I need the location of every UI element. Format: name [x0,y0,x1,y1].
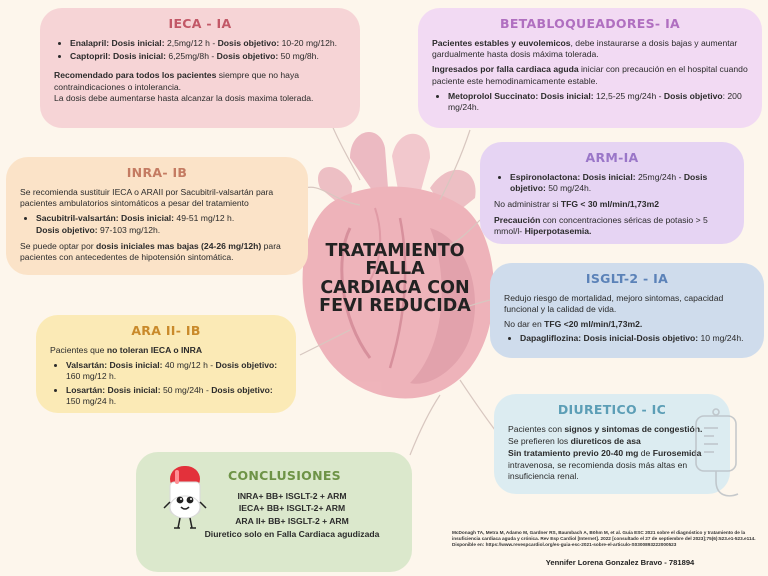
diur-p2: Se prefieren los diureticos de asa [508,435,641,446]
pill-character-icon [162,462,208,530]
beta-p1: Pacientes estables y euvolemicos, debe instaurarse a dosis bajas y aumentar gardualmente hasta dosis máxima tolerada. [432,37,738,59]
conclusiones-list [204,490,380,542]
iv-bag-icon [688,406,748,506]
betabloqueadores-card [418,8,762,128]
ara-card [36,315,296,413]
ieca-card [40,8,360,128]
conclusiones-title: CONCLUSIONES [228,468,341,483]
ieca-recommendation: Recomendado para todos los pacientes siempre que no haya contraindicaciones o intolerancia. La dosis debe aumentarse hasta alcanzar la dosis maxima tolerada. [54,70,314,103]
inra-intro: Se recomienda sustituir IECA o ARAII por Sacubitril-valsartán para pacientes ambulatorios sintomáticos a pesar del tratamiento [20,186,274,208]
isglt-p2: No dar en TFG <20 ml/min/1,73m2. [504,319,643,330]
author: Yennifer Lorena Gonzalez Bravo - 781894 [545,558,695,567]
isglt2-card [490,263,764,358]
conclusion-line: ARA II+ BB+ ISGLT-2 + ARM [235,516,349,527]
arm-no-admin: No administrar si TFG < 30 ml/min/1,73m2 [494,199,660,210]
inra-option: Se puede optar por dosis iniciales mas bajas (24-26 mg/12h) para pacientes con antecedentes de hipotensión sintomática. [20,240,281,263]
inra-title: INRA- IB [126,165,188,180]
arm-item-espironolactona: • Espironolactona: Dosis inicial: 25mg/24h - Dosis objetivo: 50 mg/24h. [510,172,730,195]
isglt-p1: Redujo riesgo de mortalidad, mejoro sintomas, capacidad funcional y la calidad de vida. [504,292,724,314]
arm-card [480,142,744,244]
conclusion-line: INRA+ BB+ ISGLT-2 + ARM [237,490,347,501]
ieca-title: IECA - IA [168,16,232,31]
arm-precaution: Precaución con concentraciones séricas de potasio > 5 mmol/l- Hiperpotasemia. [494,214,708,236]
ieca-item-captopril: • Captopril: Dosis inicial: 6,25mg/8h - Dosis objetivo: 50 mg/8h. [70,51,346,62]
inra-item-sacubitril: • Sacubitril-valsartán: Dosis inicial: 49-51 mg/12 h. Dosis objetivo: 97-103 mg/12h. [36,213,294,236]
diur-p1: Pacientes con signos y sintomas de congestión. [508,423,703,434]
citation: McDonagh TA, Metra M, Adamo M, Gardner RS, Baumbach A, Böhm M, et al. Guía ESC 2021 sobre el diagnóstico y tratamiento de la insuficiencia cardiaca aguda y crónica. Rev Esp Cardiol [Internet]. 2022 [consultado el 27 de septiembre del 2023];75(6):523.e1-523.e114. Disponible en: https://www.revespcardiol.org/es-guia-esc-2021-sobre-el-articulo-S0300893222000523 [452,530,756,548]
isglt-item-dapagliflozina: • Dapagliflozina: Dosis inicial-Dosis objetivo: 10 mg/24h. [520,333,750,344]
ara-title: ARA II- IB [131,323,201,338]
center-title: TRATAMIENTO FALLA CARDIACA CON FEVI REDUCIDA [319,241,471,317]
beta-title: BETABLOQUEADORES- IA [500,16,680,31]
diur-p3: Sin tratamiento previo 20-40 mg de Furosemida intravenosa, se recomienda dosis más altas en insuficiencia renal. [508,448,702,481]
conclusion-line: IECA+ BB+ ISGLT-2+ ARM [238,503,346,514]
conclusion-line: Diuretico solo en Falla Cardiaca agudizada [204,529,380,540]
beta-p2: Ingresados por falla cardiaca aguda iniciar con precaución en el hospital cuando paciente este hemodinamicamente estable. [432,64,748,86]
inra-card [6,157,308,275]
ara-item-losartan: • Losartán: Dosis inicial: 50 mg/24h - Dosis objetivo: 150 mg/24 h. [66,385,282,408]
beta-item-metoprolol: • Metoprolol Succinato: Dosis inicial: 12,5-25 mg/24h - Dosis objetivo: 200 mg/24h. [448,91,748,114]
ara-item-valsartan: • Valsartán: Dosis inicial: 40 mg/12 h - Dosis objetivo: 160 mg/12 h. [66,360,282,383]
diur-title: DIURETICO - IC [557,402,667,417]
ara-intro: Pacientes que no toleran IECA o INRA [50,344,203,355]
isglt-title: ISGLT-2 - IA [585,271,669,286]
ieca-item-enalapril: • Enalapril: Dosis inicial: 2,5mg/12 h - Dosis objetivo: 10-20 mg/12h. [70,38,346,49]
arm-title: ARM-IA [585,150,639,165]
